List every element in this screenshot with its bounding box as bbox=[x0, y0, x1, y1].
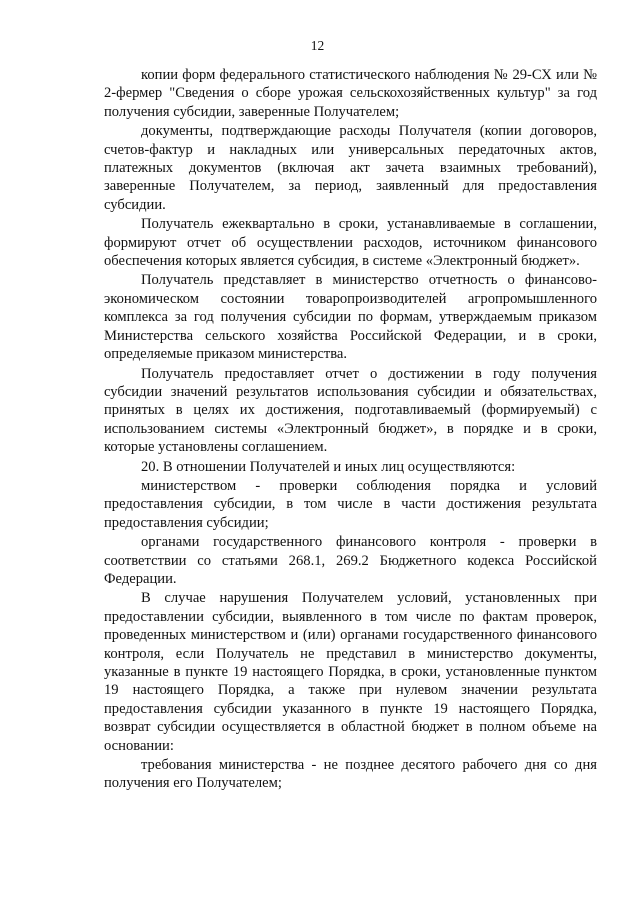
document-body bbox=[104, 66, 597, 794]
paragraph-financial-reporting: Получатель представляет в министерство отчетность о финансово-экономическом состоянии товаропроизводителей агропромышленного комплекса за год получения субсидии по формам, утверждаемым приказом Министерства сельского хозяйства Российской Федерации, и в сроки, определяемые приказом министерства. bbox=[104, 272, 597, 363]
paragraph-ministry-checks: министерством - проверки соблюдения порядка и условий предоставления субсидии, в том числе в части достижения результата предоставления субсидии; bbox=[104, 477, 597, 531]
paragraph-results-report: Получатель предоставляет отчет о достижении в году получения субсидии значений результатов использования субсидии и обязательствах, принятых в целях их достижения, подготавливаемый (формируемый) с использованием системы «Электронный бюджет», в порядке и в сроки, которые установлены соглашением. bbox=[104, 365, 597, 456]
paragraph-expense-documents: документы, подтверждающие расходы Получателя (копии договоров, счетов-фактур и накладных или универсальных передаточных актов, платежных документов (включая акт зачета взаимных требований), заверенные Получателем, за период, заявленный для предоставления субсидии. bbox=[104, 123, 597, 213]
paragraph-violation-refund: В случае нарушения Получателем условий, установленных при предоставлении субсидии, выявленного в том числе по фактам проверок, проведенных министерством и (или) органами государственного финансового контроля, если Получатель не представил в министерство документы, указанные в пункте 19 настоящего Порядка, в сроки, установленные пунктом 19 настоящего Порядка, а также при нулевом значении результата предоставления субсидии указанного в пункте 19 настоящего Порядка, возврат субсидии осуществляется в областной бюджет в полном объеме на основании: bbox=[104, 590, 597, 754]
page-number: 12 bbox=[310, 38, 325, 53]
paragraph-quarterly-report: Получатель ежеквартально в сроки, устанавливаемые в соглашении, формируют отчет об осуществлении расходов, источником финансового обеспечения которых является субсидия, в системе «Электронный бюджет». bbox=[104, 216, 597, 270]
paragraph-section-20: 20. В отношении Получателей и иных лиц осуществляются: bbox=[141, 458, 516, 475]
paragraph-ministry-requirement: требования министерства - не позднее десятого рабочего дня со дня получения его Получателем; bbox=[104, 757, 597, 792]
paragraph-financial-control-checks: органами государственного финансового контроля - проверки в соответствии со статьями 268.1, 269.2 Бюджетного кодекса Российской Федерации. bbox=[104, 534, 597, 587]
paragraph-statistical-forms: копии форм федерального статистического наблюдения № 29-СХ или № 2-фермер "Сведения о сборе урожая сельскохозяйственных культур" за год получения субсидии, заверенные Получателем; bbox=[104, 67, 597, 120]
